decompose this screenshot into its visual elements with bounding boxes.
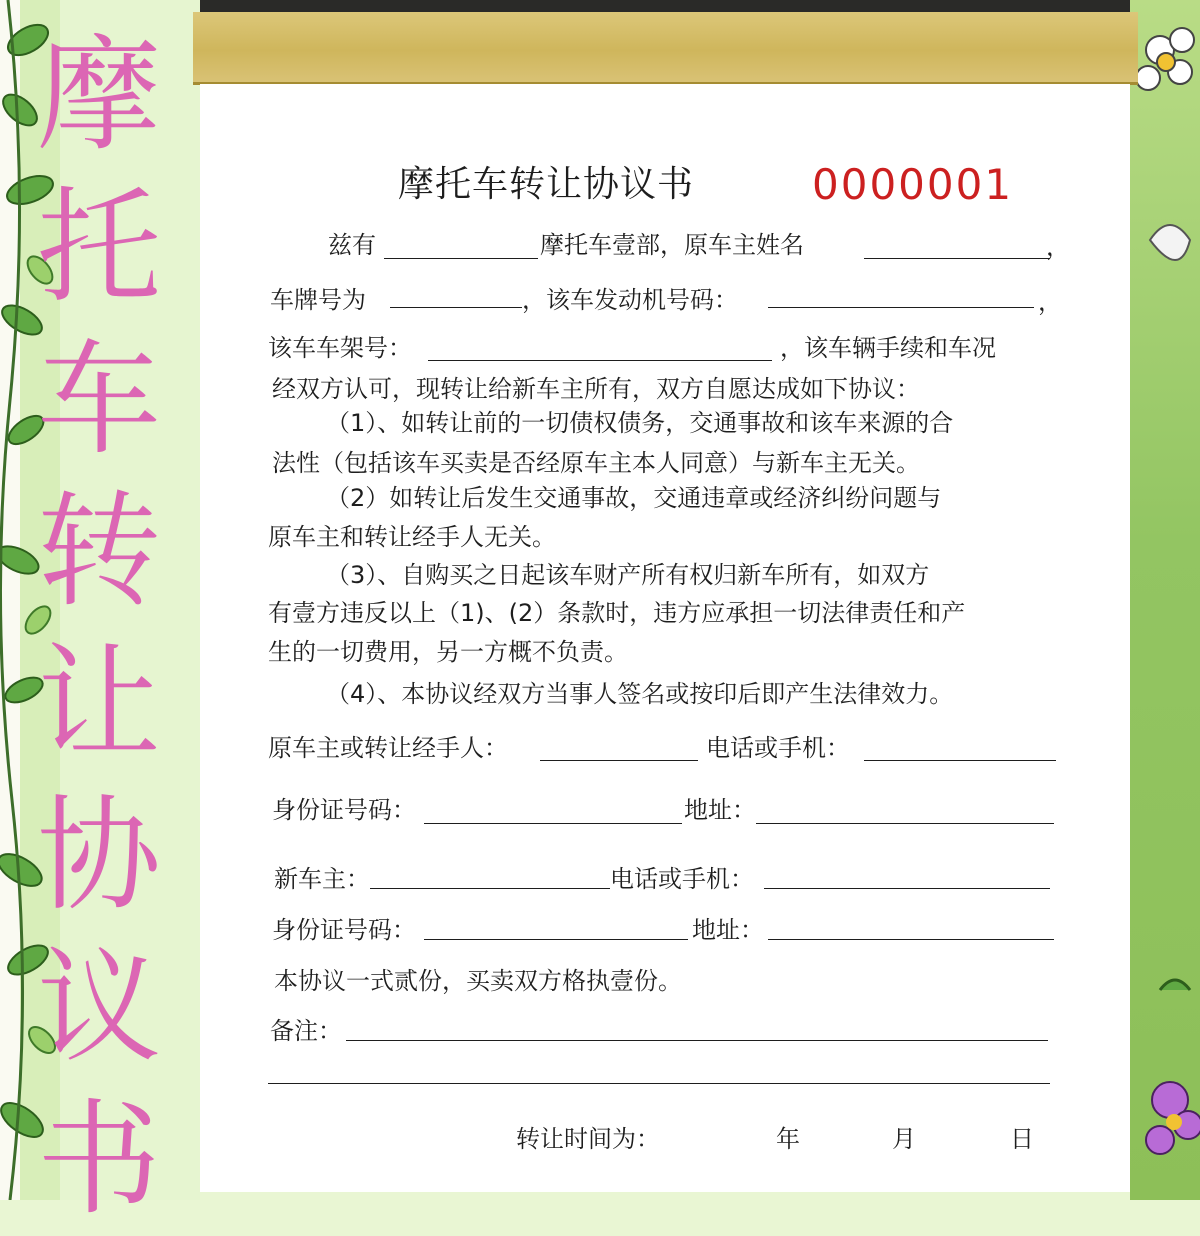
seller-address-field[interactable] (756, 823, 1054, 824)
text-line1-a: 兹有 (328, 231, 376, 259)
clause-2-line-a: （2）如转让后发生交通事故，交通违章或经济纠纷问题与 (326, 484, 942, 512)
text-line2-c: ， (1038, 288, 1062, 316)
banner-char: 书 (36, 1088, 161, 1232)
seller-id-field[interactable] (424, 823, 682, 824)
engine-number-blank[interactable] (768, 307, 1034, 308)
clause-3-line-a: （3）、自购买之日起该车财产所有权归新车所有，如双方 (326, 561, 930, 589)
clause-3-line-c: 生的一切费用，另一方概不负责。 (268, 638, 628, 666)
clause-1-line-b: 法性（包括该车买卖是否经原车主本人同意）与新车主无关。 (272, 449, 920, 477)
buyer-phone-field[interactable] (764, 888, 1050, 889)
banner-char: 摩 (36, 24, 161, 168)
buyer-address-field[interactable] (768, 939, 1054, 940)
text-line3-a: 该车车架号： (268, 334, 412, 362)
buyer-id-field[interactable] (424, 939, 688, 940)
remarks-label: 备注： (270, 1017, 342, 1045)
plate-number-blank[interactable] (390, 307, 522, 308)
seller-address-label: 地址： (684, 796, 756, 824)
year-label: 年 (776, 1125, 800, 1153)
banner-char: 议 (36, 936, 161, 1080)
clause-1-line-a: （1）、如转让前的一切债权债务，交通事故和该车来源的合 (326, 409, 954, 437)
seller-id-label: 身份证号码： (272, 796, 416, 824)
text-line1-c: ， (1046, 233, 1070, 261)
banner-char: 转 (36, 480, 161, 624)
banner-char: 托 (36, 176, 161, 320)
text-line2-a: 车牌号为 (270, 286, 366, 314)
remarks-field-line2[interactable] (268, 1083, 1050, 1084)
document-serial-number: 0000001 (812, 160, 1014, 209)
copies-note: 本协议一式贰份，买卖双方格执壹份。 (274, 967, 682, 995)
clause-3-line-b: 有壹方违反以上（1)、(2）条款时，违方应承担一切法律责任和产 (268, 599, 966, 627)
transfer-time-label: 转让时间为： (516, 1125, 660, 1153)
remarks-field[interactable] (346, 1040, 1048, 1041)
vertical-banner-title (34, 20, 164, 1236)
month-label: 月 (892, 1125, 916, 1153)
brand-blank[interactable] (384, 258, 538, 259)
frame-number-blank[interactable] (428, 360, 772, 361)
buyer-phone-label: 电话或手机： (610, 865, 754, 893)
banner-char: 车 (36, 328, 161, 472)
seller-name-field[interactable] (540, 760, 698, 761)
original-owner-blank[interactable] (864, 258, 1050, 259)
buyer-label: 新车主： (274, 865, 370, 893)
seller-phone-field[interactable] (864, 760, 1056, 761)
document-title: 摩托车转让协议书 (398, 164, 695, 205)
flower-decoration (1130, 0, 1200, 1200)
banner-char: 协 (36, 784, 161, 928)
buyer-name-field[interactable] (370, 888, 610, 889)
buyer-id-label: 身份证号码： (272, 916, 416, 944)
buyer-address-label: 地址： (692, 916, 764, 944)
day-label: 日 (1010, 1125, 1034, 1153)
text-line4: 经双方认可，现转让给新车主所有，双方自愿达成如下协议： (272, 375, 920, 403)
clause-2-line-b: 原车主和转让经手人无关。 (268, 523, 556, 551)
clause-4: （4）、本协议经双方当事人签名或按印后即产生法律效力。 (326, 680, 954, 708)
banner-char: 让 (36, 632, 161, 776)
text-line1-b: 摩托车壹部，原车主姓名 (540, 231, 804, 259)
text-line3-b: ，该车辆手续和车况 (780, 334, 996, 362)
seller-phone-label: 电话或手机： (706, 734, 850, 762)
tape-strip (193, 12, 1138, 85)
seller-label: 原车主或转让经手人： (268, 734, 508, 762)
text-line2-b: ，该车发动机号码： (522, 286, 738, 314)
right-floral-border (1130, 0, 1200, 1200)
